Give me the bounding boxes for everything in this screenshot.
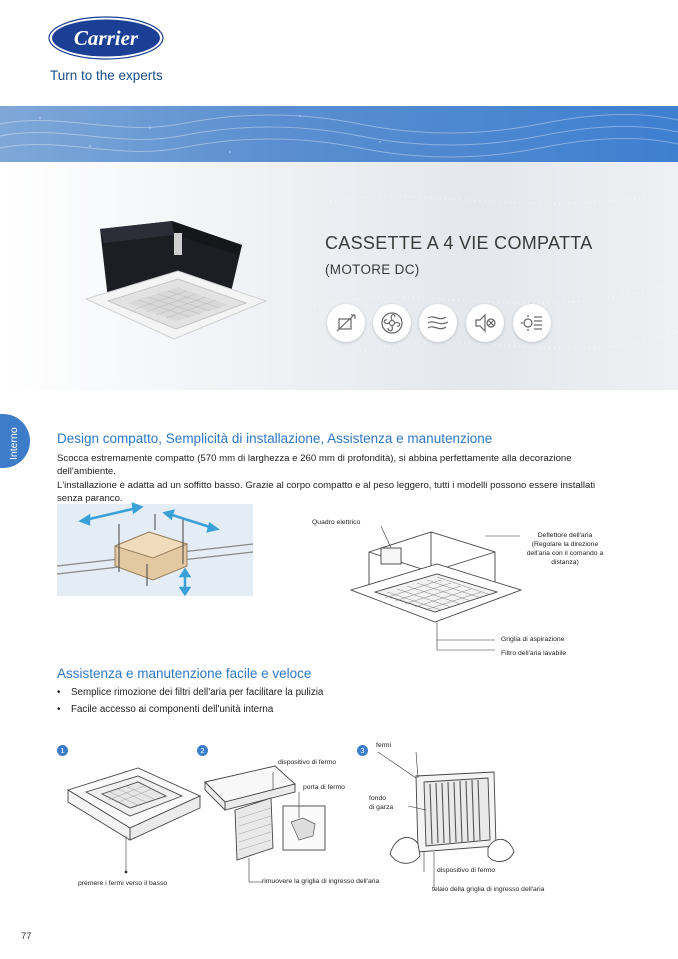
step-number-2: 2 [197,745,208,756]
label-step3-gauze-line-1: fondo [369,795,387,802]
label-step1-press-stops: premere i fermi verso il basso [78,880,168,887]
label-step3-latch: dispositivo di fermo [437,867,496,874]
label-step3-gauze-line-2: di garza [369,804,394,811]
section-heading-maintenance: Assistenza e manutenzione facile e veloce [57,666,312,681]
label-louver-line-3: dell'aria con il comando a [526,550,604,557]
section-heading-design: Design compatto, Semplicità di installazione, Assistenza e manutenzione [57,431,493,446]
label-louver-line-2: (Regolare la direzione [531,541,599,548]
thin-profile-icon [327,304,365,342]
unit-component-diagram [345,522,525,637]
banner-pattern [0,106,678,162]
label-control-box: Quadro elettrico [312,519,361,526]
label-louver-line-1: Deflettore dell'aria [537,532,593,539]
step2-illustration [203,762,353,882]
bullet-item: • Semplice rimozione dei filtri dell'aria per facilitare la pulizia [57,687,324,698]
dimmable-display-icon [513,304,551,342]
product-title: CASSETTE A 4 VIE COMPATTA [325,233,593,253]
label-step3-grille-frame: telaio della griglia di ingresso dell'aria [432,886,545,893]
tagline: Turn to the experts [50,68,163,83]
page-number: 77 [21,931,32,942]
section-tab-label: Interno [8,427,20,460]
paragraph-installation: L'installazione è adatta ad un soffitto basso. Grazie al corpo compatto e al peso leggero, tutti i modelli possono essere installati senza paranco. [57,480,596,505]
label-intake-grille: Griglia di aspirazione [501,636,565,643]
label-step2-door: porta di fermo [303,784,345,791]
dc-fan-icon [373,304,411,342]
bullet-text: Facile accesso ai componenti dell'unità interna [71,704,274,715]
header-banner [0,106,678,162]
label-louver-line-4: distanza) [551,559,579,566]
carrier-logo [48,16,164,60]
section-tab [0,414,30,468]
cassette-unit-image [78,213,278,363]
logo-wordmark: Carrier [73,26,139,50]
low-noise-icon [466,304,504,342]
label-louver [510,531,620,567]
airflow-icon [419,304,457,342]
bullet-item: • Facile accesso ai componenti dell'unità interna [57,704,274,715]
step1-illustration [64,762,204,880]
label-step3-stops: fermi [376,742,392,749]
label-step2-latch: dispositivo di fermo [278,759,337,766]
step-number-1: 1 [57,745,68,756]
paragraph-dimensions: Scocca estremamente compatto (570 mm di larghezza e 260 mm di profondità), si abbina perfettamente alla decorazione dell'ambiente. [57,453,572,478]
bullet-text: Semplice rimozione dei filtri dell'aria per facilitare la pulizia [71,687,324,698]
step-number-3: 3 [357,745,368,756]
label-step3-gauze [369,794,393,812]
label-step2-remove-grille: rimuovere la griglia di ingresso dell'aria [262,878,380,885]
installation-illustration [57,504,253,596]
label-washable-filter: Filtro dell'aria lavabile [501,650,567,657]
product-subtitle: (MOTORE DC) [325,262,420,277]
